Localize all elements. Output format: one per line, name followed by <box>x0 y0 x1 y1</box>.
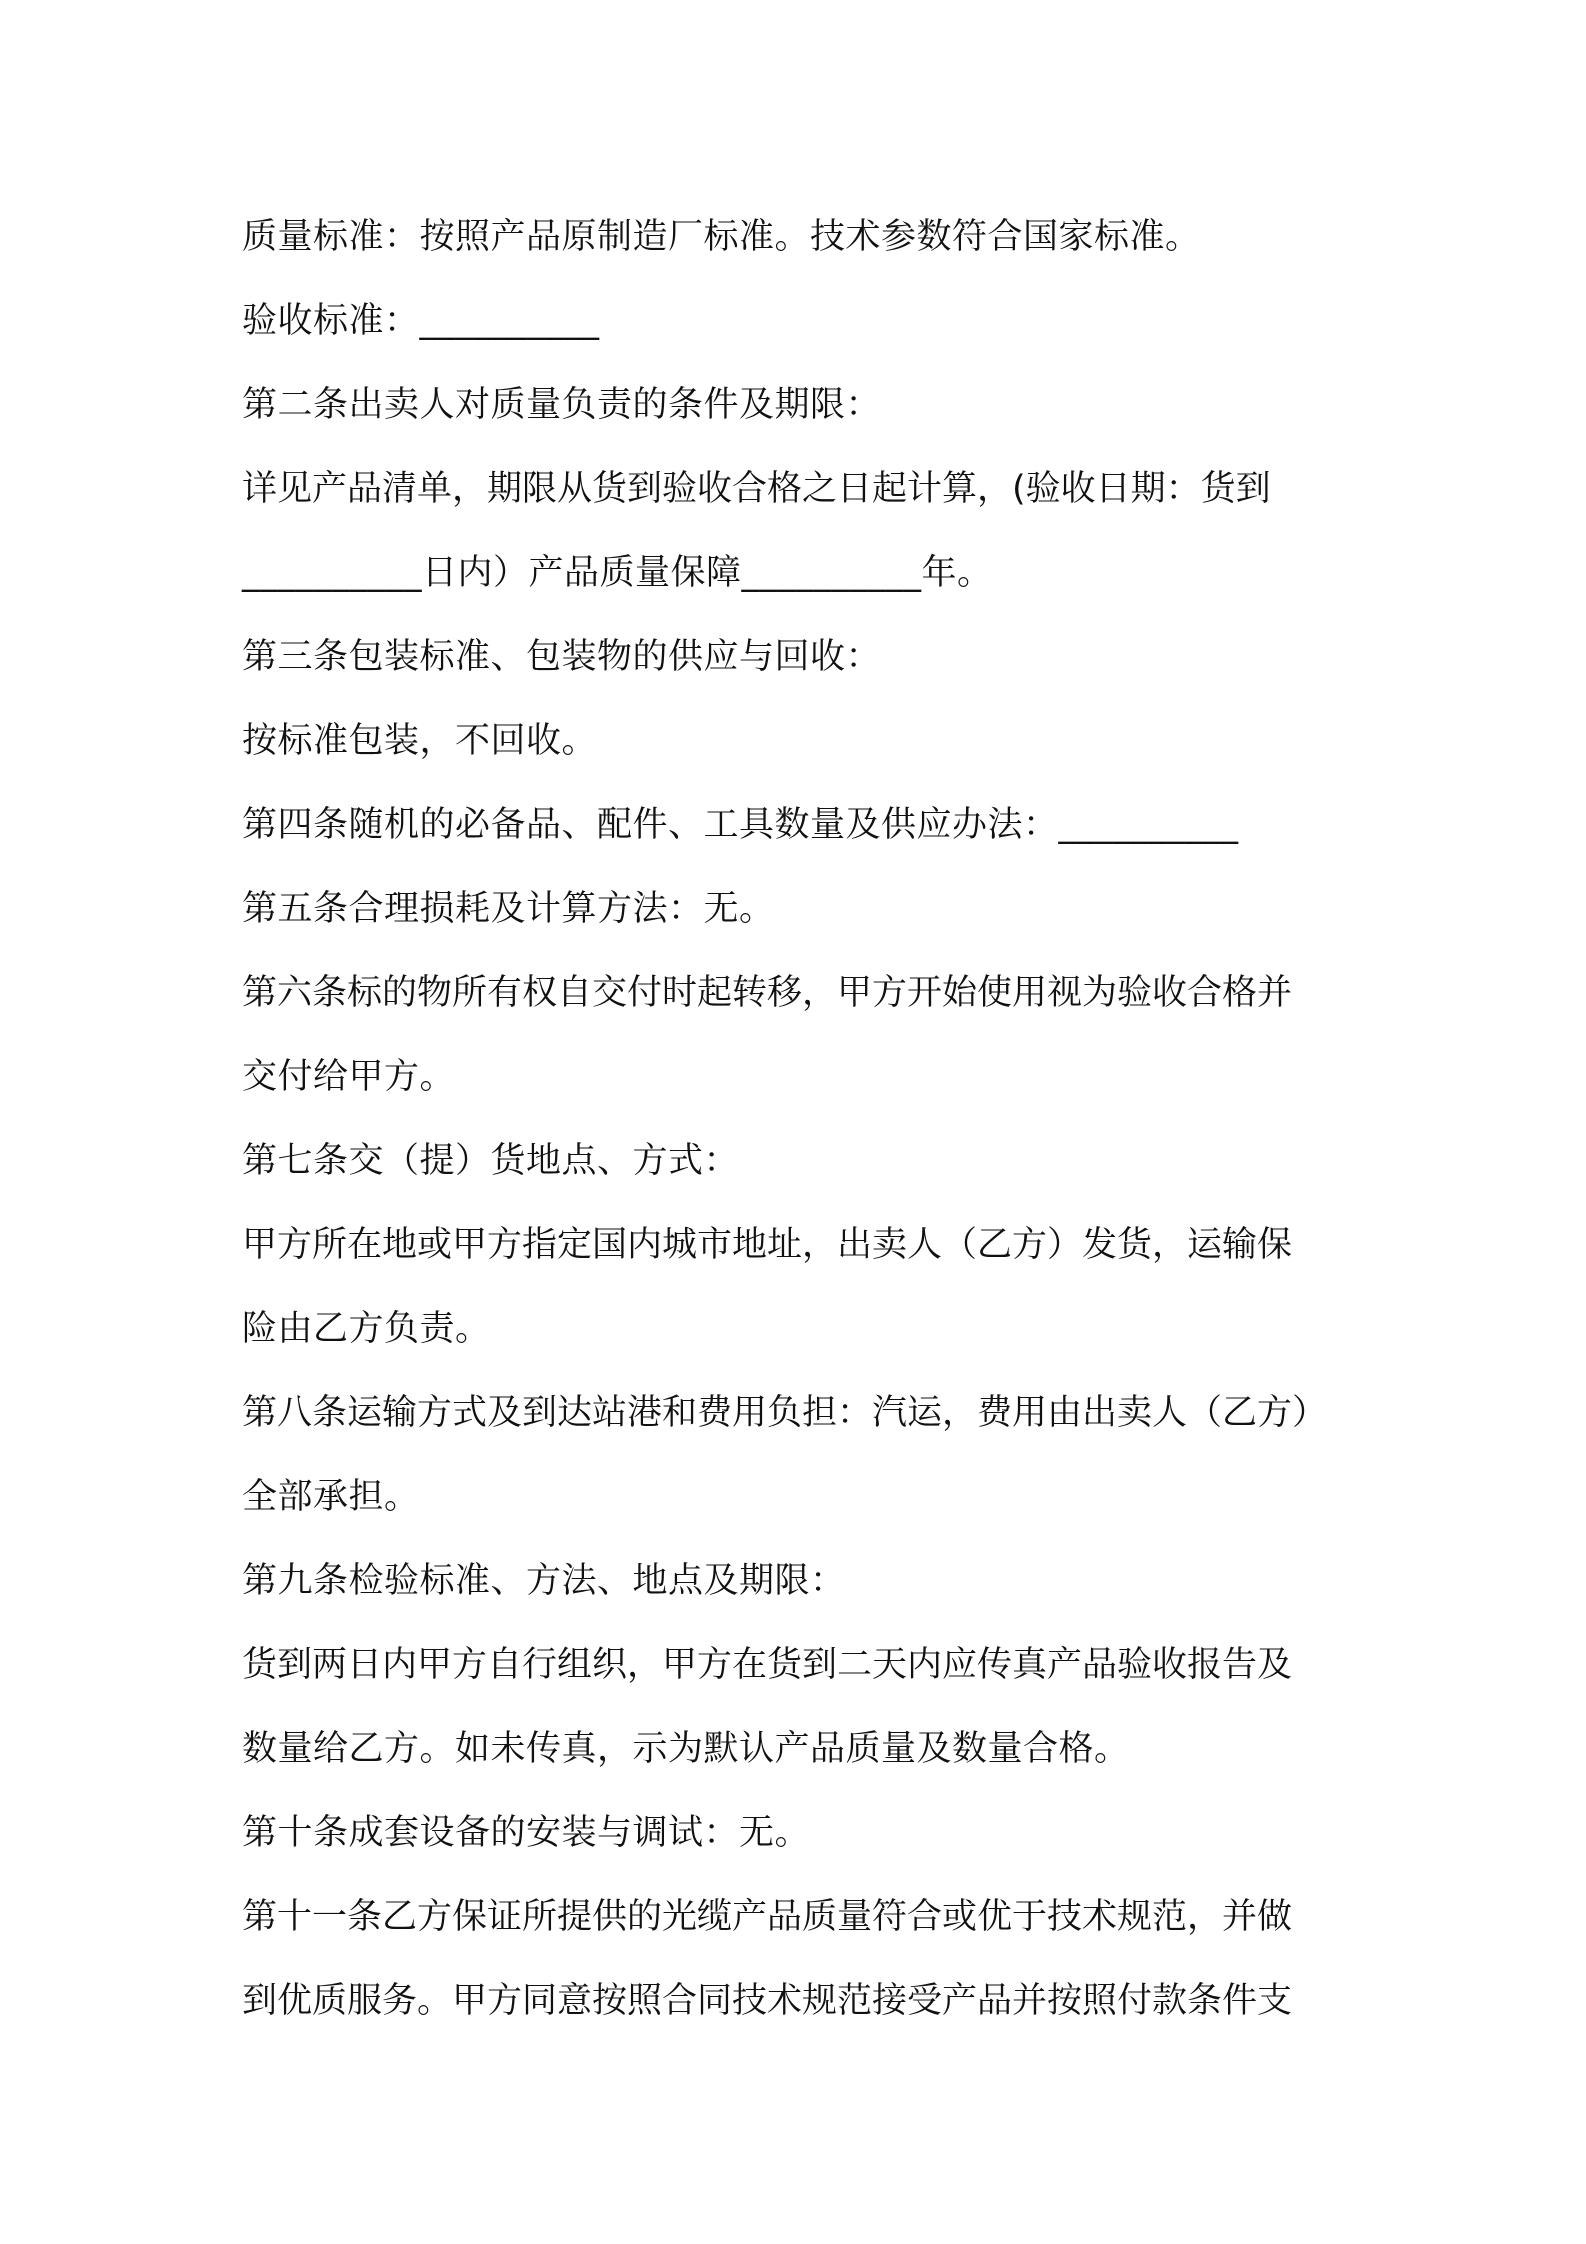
text-line: 第六条标的物所有权自交付时起转移，甲方开始使用视为验收合格并 <box>242 973 1293 1013</box>
text-line: 险由乙方负责。 <box>242 1309 491 1349</box>
text-line: 第十条成套设备的安装与调试：无。 <box>242 1813 811 1853</box>
text-line: 第十一条乙方保证所提供的光缆产品质量符合或优于技术规范，并做 <box>242 1897 1293 1937</box>
text-line: 第七条交（提）货地点、方式： <box>242 1141 740 1181</box>
text-line: 第四条随机的必备品、配件、工具数量及供应办法：__________ <box>242 805 1239 845</box>
text-line: __________日内）产品质量保障__________年。 <box>242 553 993 593</box>
text-line: 交付给甲方。 <box>242 1057 456 1097</box>
text-line: 详见产品清单，期限从货到验收合格之日起计算，(验收日期：货到 <box>242 469 1271 509</box>
text-line: 甲方所在地或甲方指定国内城市地址，出卖人（乙方）发货，运输保 <box>242 1225 1293 1265</box>
text-line: 货到两日内甲方自行组织，甲方在货到二天内应传真产品验收报告及 <box>242 1645 1293 1685</box>
text-line: 验收标准：__________ <box>242 301 600 341</box>
text-line: 第三条包装标准、包装物的供应与回收： <box>242 637 882 677</box>
text-line: 第九条检验标准、方法、地点及期限： <box>242 1561 846 1601</box>
text-line: 到优质服务。甲方同意按照合同技术规范接受产品并按照付款条件支 <box>242 1981 1293 2021</box>
text-line: 质量标准：按照产品原制造厂标准。技术参数符合国家标准。 <box>242 217 1201 257</box>
document-body <box>242 195 1357 2043</box>
text-line: 按标准包装，不回收。 <box>242 721 598 761</box>
text-line: 全部承担。 <box>242 1477 420 1517</box>
text-line: 数量给乙方。如未传真，示为默认产品质量及数量合格。 <box>242 1729 1130 1769</box>
text-line: 第八条运输方式及到达站港和费用负担：汽运，费用由出卖人（乙方） <box>242 1393 1328 1433</box>
text-line: 第二条出卖人对质量负责的条件及期限： <box>242 385 882 425</box>
text-line: 第五条合理损耗及计算方法：无。 <box>242 889 775 929</box>
